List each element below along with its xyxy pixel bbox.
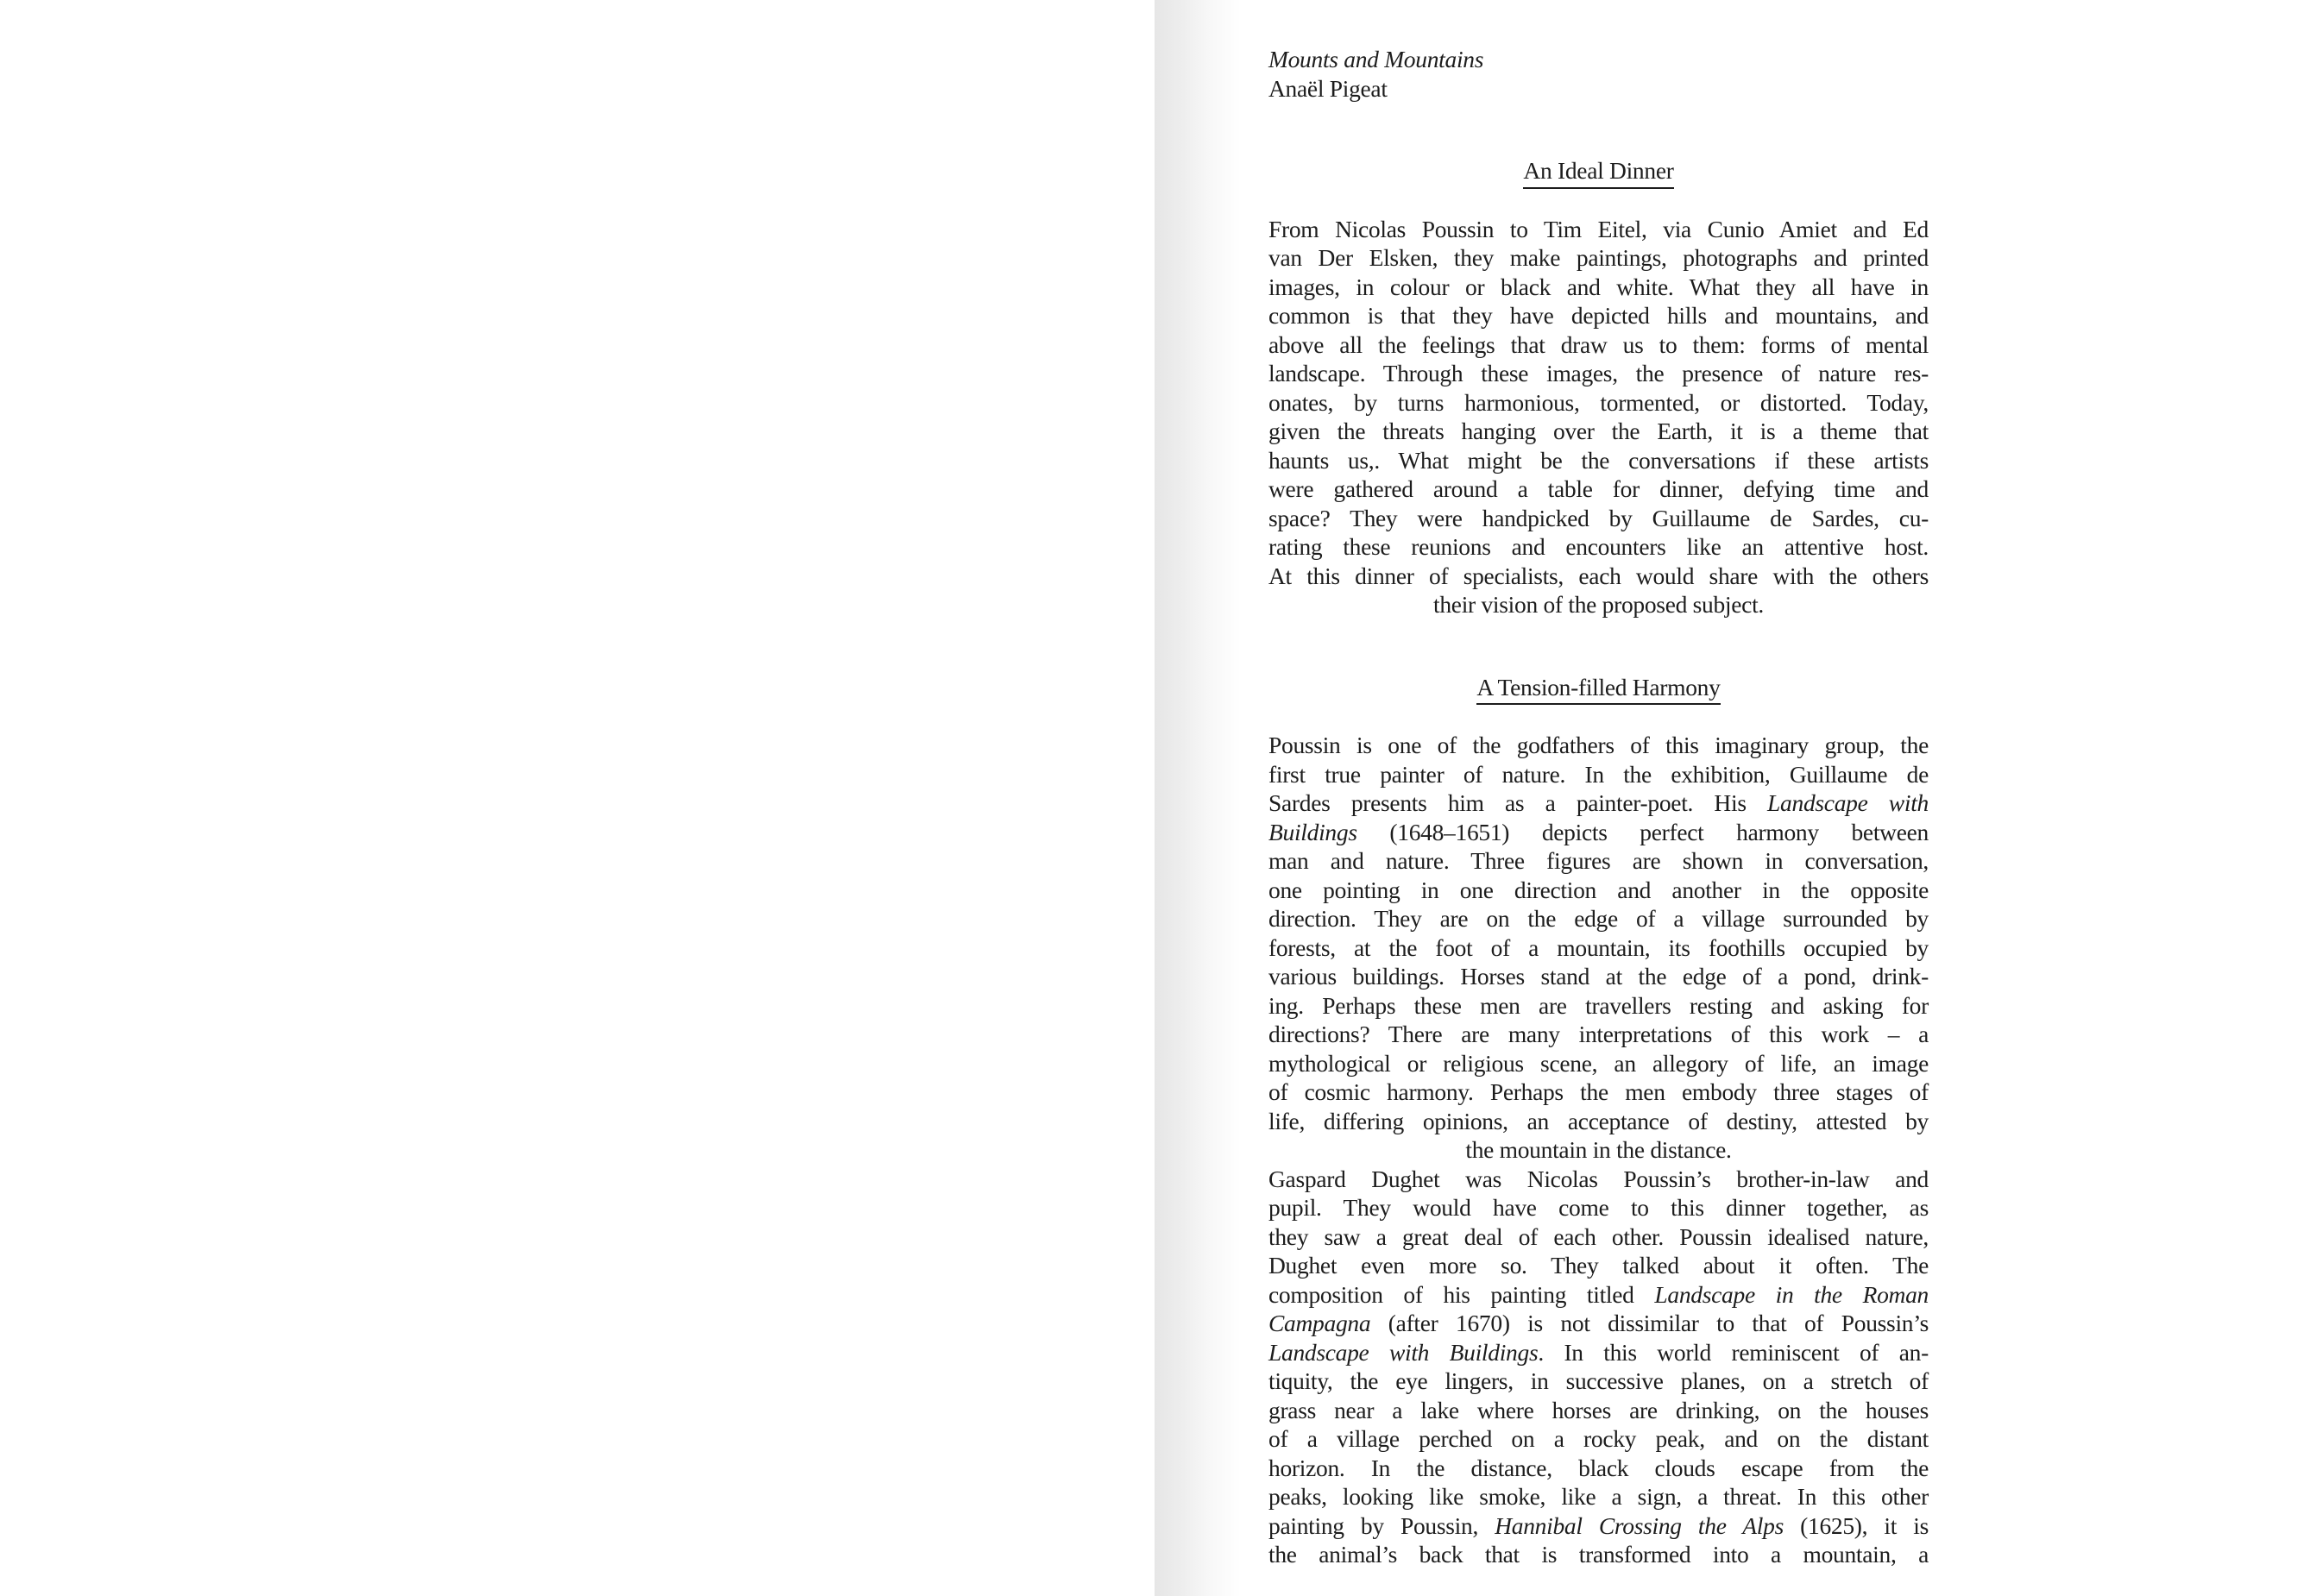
article-author: Anaël Pigeat <box>1268 74 1388 102</box>
text-line: At this dinner of specialists, each would share with the others <box>1268 562 1929 589</box>
text-line: van Der Elsken, they make paintings, photographs and printed <box>1268 244 1929 271</box>
text-line: their vision of the proposed subject. <box>1433 591 1764 618</box>
text-line: composition of his painting titled Landscape in the Roman <box>1268 1280 1929 1308</box>
section-heading-text: A Tension-filled Harmony <box>1476 673 1720 706</box>
section-heading-text: An Ideal Dinner <box>1523 156 1673 189</box>
text-line: common is that they have depicted hills and mountains, and <box>1268 302 1929 329</box>
text-line: Landscape with Buildings. In this world reminiscent of an- <box>1268 1338 1929 1366</box>
text-line: directions? There are many interpretations of this work – a <box>1268 1021 1929 1047</box>
text-line: haunts us,. What might be the conversations if these artists <box>1268 446 1929 474</box>
text-line: direction. They are on the edge of a village surrounded by <box>1268 905 1929 932</box>
section-heading <box>1268 673 1929 706</box>
section-heading <box>1268 156 1929 189</box>
text-line: horizon. In the distance, black clouds escape from the <box>1268 1454 1929 1481</box>
paragraph <box>1268 215 1929 619</box>
text-line: Sardes presents him as a painter-poet. His Landscape with <box>1268 789 1929 816</box>
text-line: From Nicolas Poussin to Tim Eitel, via Cunio Amiet and Ed <box>1268 215 1929 242</box>
text-line: Gaspard Dughet was Nicolas Poussin’s brother-in-law and <box>1268 1165 1929 1192</box>
text-line: Buildings (1648–1651) depicts perfect harmony between <box>1268 818 1929 845</box>
text-line: space? They were handpicked by Guillaume de Sardes, cu- <box>1268 504 1929 531</box>
text-line: man and nature. Three figures are shown in conversation, <box>1268 847 1929 874</box>
article-title: Mounts and Mountains <box>1268 46 1484 72</box>
text-line: Dughet even more so. They talked about it often. The <box>1268 1252 1929 1279</box>
text-line: images, in colour or black and white. What they all have in <box>1268 273 1929 300</box>
article-header <box>1268 45 1929 103</box>
text-line: pupil. They would have come to this dinner together, as <box>1268 1194 1929 1221</box>
text-line: the mountain in the distance. <box>1465 1136 1732 1163</box>
text-line: Campagna (after 1670) is not dissimilar to that of Poussin’s <box>1268 1310 1929 1336</box>
text-line: mythological or religious scene, an allegory of life, an image <box>1268 1049 1929 1077</box>
text-line: one pointing in one direction and another in the opposite <box>1268 876 1929 903</box>
text-line: of cosmic harmony. Perhaps the men embody three stages of <box>1268 1078 1929 1105</box>
text-line: peaks, looking like smoke, like a sign, a threat. In this other <box>1268 1483 1929 1510</box>
text-line: forests, at the foot of a mountain, its foothills occupied by <box>1268 933 1929 961</box>
text-line: given the threats hanging over the Earth, it is a theme that <box>1268 418 1929 444</box>
article-body <box>1268 156 1929 1569</box>
text-line: rating these reunions and encounters like an attentive host. <box>1268 533 1929 560</box>
text-line: ing. Perhaps these men are travellers resting and asking for <box>1268 991 1929 1019</box>
text-line: first true painter of nature. In the exhibition, Guillaume de <box>1268 760 1929 788</box>
text-line: above all the feelings that draw us to them: forms of mental <box>1268 330 1929 358</box>
text-line: grass near a lake where horses are drinking, on the houses <box>1268 1396 1929 1423</box>
text-line: were gathered around a table for dinner, defying time and <box>1268 475 1929 502</box>
text-line: the animal’s back that is transformed into a mountain, a <box>1268 1541 1929 1568</box>
text-line: Poussin is one of the godfathers of this imaginary group, the <box>1268 732 1929 758</box>
paragraph <box>1268 731 1929 1165</box>
text-line: various buildings. Horses stand at the edge of a pond, drink- <box>1268 963 1929 990</box>
article-column <box>1268 45 1929 1569</box>
text-line: they saw a great deal of each other. Poussin idealised nature, <box>1268 1222 1929 1250</box>
text-line: of a village perched on a rocky peak, and on the distant <box>1268 1425 1929 1452</box>
text-line: tiquity, the eye lingers, in successive planes, on a stretch of <box>1268 1367 1929 1394</box>
paragraph <box>1268 1165 1929 1569</box>
text-line: landscape. Through these images, the presence of nature res- <box>1268 360 1929 386</box>
text-line: life, differing opinions, an acceptance of destiny, attested by <box>1268 1107 1929 1134</box>
text-line: painting by Poussin, Hannibal Crossing the Alps (1625), it is <box>1268 1511 1929 1539</box>
page-gutter-shadow <box>1155 0 1241 1596</box>
text-line: onates, by turns harmonious, tormented, or distorted. Today, <box>1268 388 1929 416</box>
